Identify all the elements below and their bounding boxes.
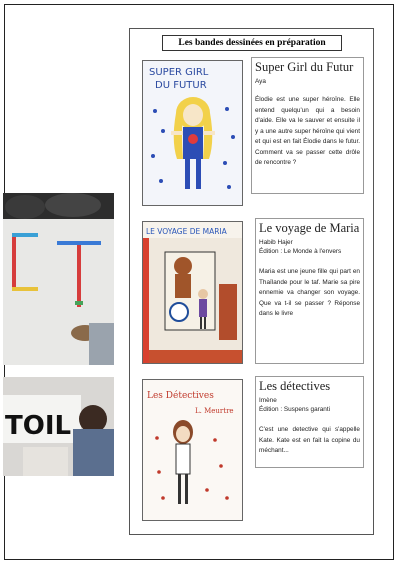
svg-text:TOIL: TOIL <box>5 411 72 441</box>
book-author: Aya <box>255 78 266 85</box>
book-info-super-girl <box>251 57 364 194</box>
book-title: Les détectives <box>259 379 331 393</box>
book-info-voyage-maria <box>255 218 364 364</box>
cover-text-bottom: L. Meurtre <box>195 407 234 415</box>
photo-letters-on-floor <box>3 193 114 365</box>
cover-text-bottom: DU FUTUR <box>155 80 207 91</box>
cover-text-top: LE VOYAGE DE MARIA <box>146 227 227 236</box>
book-summary: Maria est une jeune fille qui part en Thaïlande pour le taf. Marie sa pire ennemie va changer son voyage. Que va t-il se passer ? Réponse dans le livre <box>259 268 360 317</box>
cover-text-top: SUPER GIRL <box>149 67 209 78</box>
book-author: Habib Hajer <box>259 239 293 246</box>
photo-children-with-banner <box>3 377 114 476</box>
book-info-detectives <box>255 376 364 468</box>
cover-text-top: Les Détectives <box>147 391 214 401</box>
book-cover-voyage-maria <box>142 221 243 364</box>
book-author: Imène <box>259 397 277 404</box>
book-cover-super-girl <box>142 60 243 206</box>
book-title: Le voyage de Maria <box>259 221 360 235</box>
book-edition: Édition : Le Monde à l'envers <box>259 248 342 255</box>
book-summary: Élodie est une super héroïne. Elle entend quelqu'un qui a besoin d'aide. Elle va le sauver et ensuite il y a une autre super héroïne qui vient et qui est en fait Élodie dans le futur. Comment va se passer cette drôle de rencontre ? <box>255 96 360 166</box>
book-title: Super Girl du Futur <box>255 60 354 74</box>
book-edition: Édition : Suspens garanti <box>259 406 331 413</box>
panel-title: Les bandes dessinées en préparation <box>162 35 342 51</box>
book-summary: C'est une detective qui s'appelle Kate. Kate est en fait la copine du méchant... <box>259 426 360 454</box>
book-cover-detectives <box>142 379 243 521</box>
